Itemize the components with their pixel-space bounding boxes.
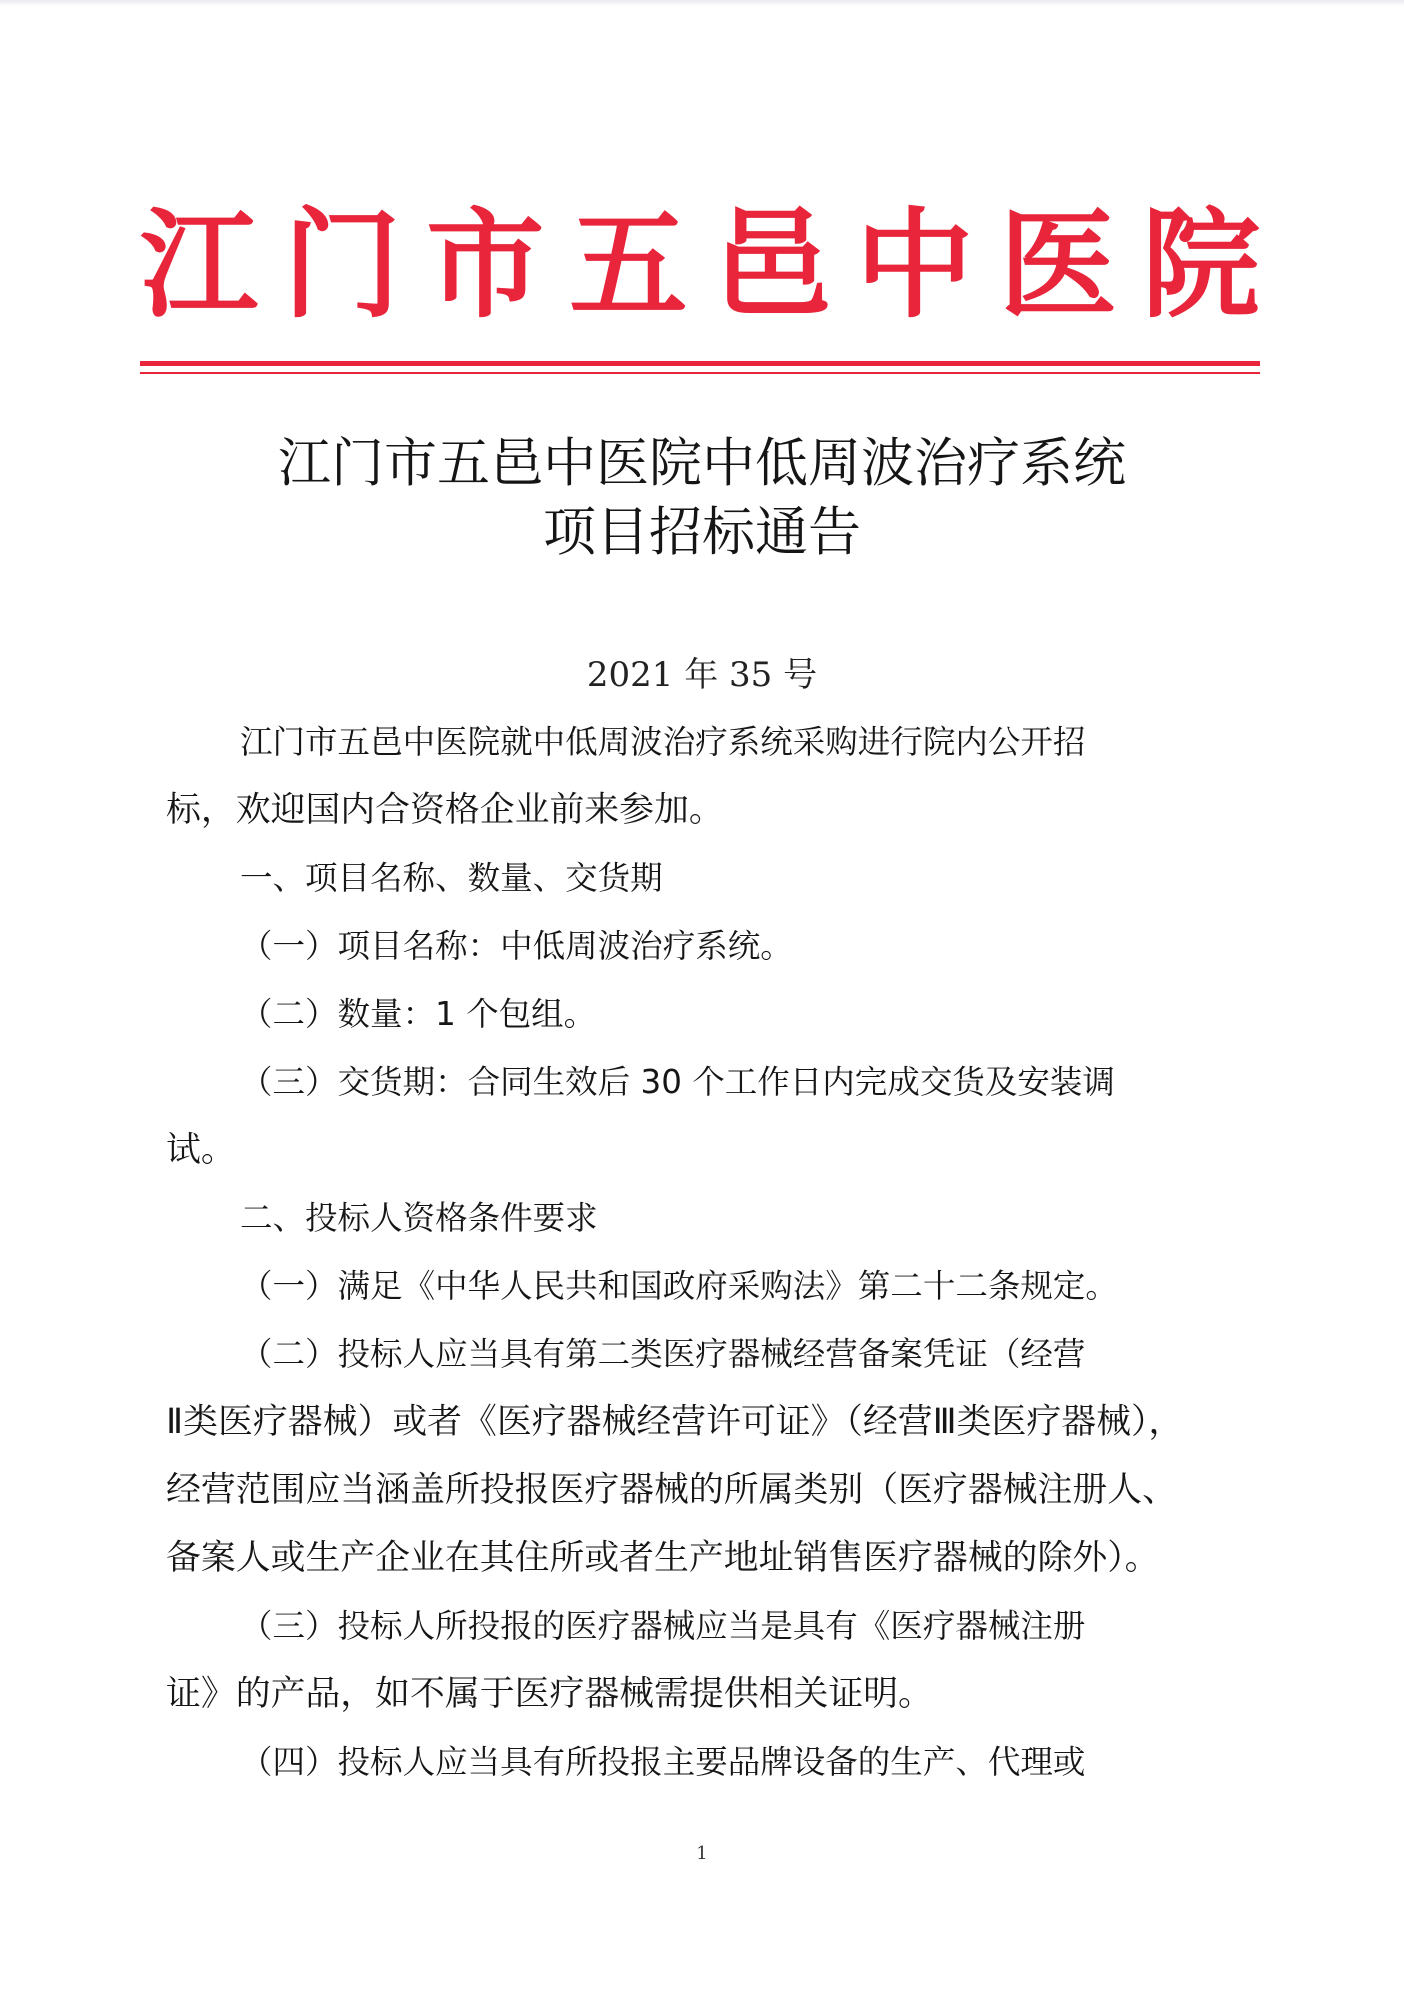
- scan-edge: [0, 0, 1404, 6]
- letterhead-char: 门: [283, 195, 402, 334]
- body-line: （四）投标人应当具有所投报主要品牌设备的生产、代理或: [240, 1743, 1086, 1781]
- document-title-line-2: 项目招标通告: [543, 502, 861, 563]
- body-line: （三）投标人所投报的医疗器械应当是具有《医疗器械注册: [240, 1607, 1086, 1645]
- letterhead-char: 市: [426, 195, 545, 334]
- body-line: 标，欢迎国内合资格企业前来参加。: [166, 790, 724, 830]
- letterhead-char: 医: [998, 195, 1117, 334]
- letterhead-char: 中: [855, 195, 974, 334]
- letterhead-rule-thick: [140, 361, 1260, 366]
- body-line: （二）投标人应当具有第二类医疗器械经营备案凭证（经营: [240, 1335, 1086, 1373]
- document-number: 2021 年 35 号: [586, 655, 818, 695]
- body-line: Ⅱ类医疗器械）或者《医疗器械经营许可证》（经营Ⅲ类医疗器械），: [166, 1402, 1184, 1442]
- body-line: （一）满足《中华人民共和国政府采购法》第二十二条规定。: [240, 1267, 1118, 1305]
- body-line: （一）项目名称：中低周波治疗系统。: [240, 927, 793, 965]
- body-line: 证》的产品，如不属于医疗器械需提供相关证明。: [166, 1674, 933, 1714]
- body-line: 试。: [166, 1130, 236, 1170]
- letterhead-char: 邑: [712, 195, 831, 334]
- body-line: 经营范围应当涵盖所投报医疗器械的所属类别（医疗器械注册人、: [166, 1470, 1177, 1510]
- body-line: 备案人或生产企业在其住所或者生产地址销售医疗器械的除外）。: [166, 1538, 1160, 1578]
- body-line: （二）数量：1 个包组。: [240, 995, 597, 1033]
- body-line: （三）交货期：合同生效后 30 个工作日内完成交货及安装调: [240, 1063, 1115, 1101]
- letterhead-hospital-name: [140, 195, 1260, 334]
- section-heading: 一、项目名称、数量、交货期: [240, 859, 663, 897]
- letterhead-char: 五: [569, 195, 688, 334]
- letterhead-char: 江: [140, 195, 259, 334]
- letterhead-char: 院: [1141, 195, 1260, 334]
- page-number: 1: [696, 1843, 708, 1864]
- section-heading: 二、投标人资格条件要求: [240, 1199, 598, 1237]
- letterhead-rule-thin: [140, 372, 1260, 374]
- document-title-line-1: 江门市五邑中医院中低周波治疗系统: [278, 433, 1126, 494]
- body-line: 江门市五邑中医院就中低周波治疗系统采购进行院内公开招: [240, 723, 1086, 761]
